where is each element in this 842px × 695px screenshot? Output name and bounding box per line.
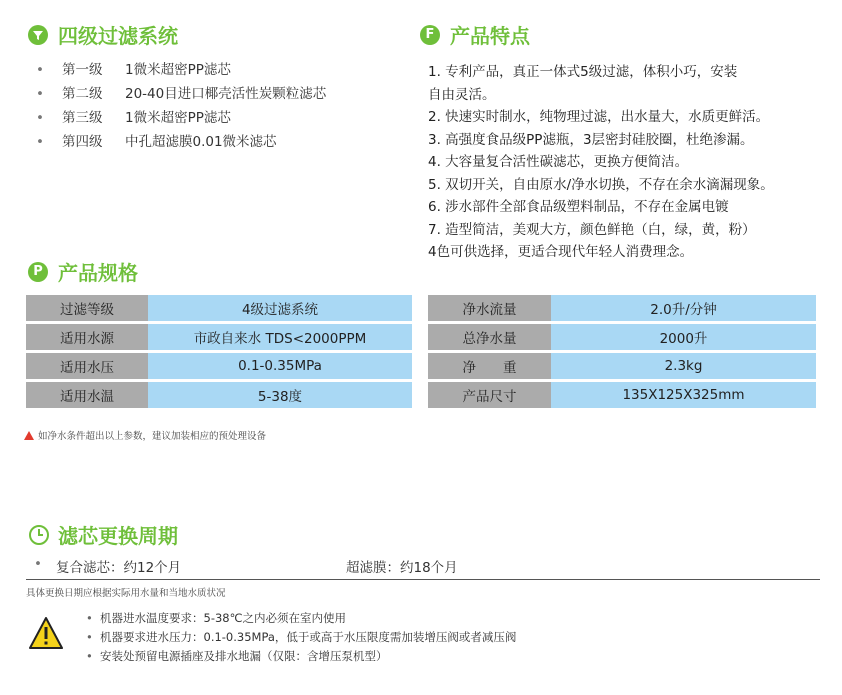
replace-section-heading: 滤芯更换周期 xyxy=(58,524,178,548)
stage-level: 第一级 xyxy=(62,62,103,78)
spec-key: 适用水压 xyxy=(26,353,148,379)
filter-section-heading: 四级过滤系统 xyxy=(58,24,178,48)
spec-table-right xyxy=(428,292,816,411)
bullet-icon: • xyxy=(86,649,93,663)
divider xyxy=(26,579,820,580)
replace-section-title xyxy=(28,520,178,549)
table-row xyxy=(428,295,816,321)
composite-filter-cycle: 复合滤芯：约12个月 xyxy=(56,560,182,576)
stage-level: 第三级 xyxy=(62,110,103,126)
spec-key: 产品尺寸 xyxy=(428,382,551,408)
spec-warning-note xyxy=(24,428,266,442)
list-item: 6. 涉水部件全部食品级塑料制品，不存在金属电镀 xyxy=(428,199,729,215)
stage-level: 第四级 xyxy=(62,134,103,150)
list-item: 2. 快速实时制水，纯物理过滤，出水量大，水质更鲜活。 xyxy=(428,109,770,125)
stage-desc: 1微米超密PP滤芯 xyxy=(125,62,231,78)
list-item: 4. 大容量复合活性碳滤芯，更换方便简洁。 xyxy=(428,154,689,170)
replace-cycle-row xyxy=(34,556,458,576)
spec-value: 2.0升/分钟 xyxy=(551,295,816,321)
spec-value: 市政自来水 TDS<2000PPM xyxy=(148,324,412,350)
table-row xyxy=(428,382,816,408)
bullet-icon: • xyxy=(36,134,44,150)
spec-value: 0.1-0.35MPa xyxy=(148,353,412,379)
list-item xyxy=(36,82,326,106)
list-item: 4色可供选择，更适合现代年轻人消费理念。 xyxy=(428,244,694,260)
spec-warning-text: 如净水条件超出以上参数，建议加装相应的预处理设备 xyxy=(38,431,267,442)
bullet-icon: • xyxy=(36,86,44,102)
stage-desc: 中孔超滤膜0.01微米滤芯 xyxy=(125,134,277,150)
spec-key: 适用水温 xyxy=(26,382,148,408)
replace-note: 具体更换日期应根据实际用水量和当地水质状况 xyxy=(26,588,226,599)
stage-desc: 20-40目进口椰壳活性炭颗粒滤芯 xyxy=(125,86,327,102)
spec-table-left xyxy=(26,292,412,411)
table-row xyxy=(26,324,412,350)
stage-level: 第二级 xyxy=(62,86,103,102)
list-item: 5. 双切开关，自由原水/净水切换，不存在余水滴漏现象。 xyxy=(428,176,774,193)
specs-section-title xyxy=(28,257,138,286)
spec-value: 5-38度 xyxy=(148,382,412,408)
spec-key: 净水流量 xyxy=(428,295,551,321)
list-item xyxy=(36,106,326,130)
list-item: 1. 专利产品，真正一体式5级过滤，体积小巧，安装 xyxy=(428,64,738,80)
list-item: 7. 造型简洁，美观大方，颜色鲜艳（白，绿，黄，粉） xyxy=(428,221,756,238)
spec-value: 135X125X325mm xyxy=(551,382,816,408)
notice-text: 安装处预留电源插座及排水地漏（仅限：含增压泵机型） xyxy=(100,649,388,663)
spec-value: 2.3kg xyxy=(551,353,816,379)
feature-list xyxy=(428,61,774,264)
notice-text: 机器要求进水压力：0.1-0.35MPa，低于或高于水压限度需加装增压阀或者减压阀 xyxy=(100,630,517,644)
list-item: 自由灵活。 xyxy=(428,86,496,103)
list-item xyxy=(86,609,516,628)
list-item xyxy=(86,647,516,666)
list-item: 3. 高强度食品级PP滤瓶，3层密封硅胶圈，杜绝渗漏。 xyxy=(428,131,754,148)
clock-icon xyxy=(28,524,50,546)
spec-key: 总净水量 xyxy=(428,324,551,350)
bullet-icon: • xyxy=(86,611,93,625)
features-section-heading: 产品特点 xyxy=(450,24,530,48)
spec-value: 4级过滤系统 xyxy=(148,295,412,321)
filter-stage-list xyxy=(36,58,326,154)
notice-list xyxy=(86,609,516,666)
list-item xyxy=(36,58,326,82)
letter-p-icon: P xyxy=(28,262,48,282)
spec-key: 净 重 xyxy=(428,353,551,379)
filter-funnel-icon xyxy=(28,25,48,45)
features-section-title xyxy=(420,20,530,49)
bullet-icon: • xyxy=(34,556,42,572)
bullet-icon: • xyxy=(86,630,93,644)
uf-membrane-cycle: 超滤膜：约18个月 xyxy=(346,560,458,576)
table-row xyxy=(428,324,816,350)
letter-f-icon: F xyxy=(420,25,440,45)
list-item xyxy=(86,628,516,647)
spec-key: 过滤等级 xyxy=(26,295,148,321)
spec-key: 适用水源 xyxy=(26,324,148,350)
spec-value: 2000升 xyxy=(551,324,816,350)
filter-section-title xyxy=(28,20,178,49)
warning-triangle-yellow-icon xyxy=(28,616,64,654)
warning-triangle-red-icon xyxy=(24,431,34,440)
specs-section-heading: 产品规格 xyxy=(58,261,138,285)
table-row xyxy=(26,382,412,408)
bullet-icon: • xyxy=(36,62,44,78)
stage-desc: 1微米超密PP滤芯 xyxy=(125,110,231,126)
notice-text: 机器进水温度要求：5-38℃之内必须在室内使用 xyxy=(100,611,347,625)
table-row xyxy=(428,353,816,379)
table-row xyxy=(26,295,412,321)
list-item xyxy=(36,130,326,154)
table-row xyxy=(26,353,412,379)
bullet-icon: • xyxy=(36,110,44,126)
